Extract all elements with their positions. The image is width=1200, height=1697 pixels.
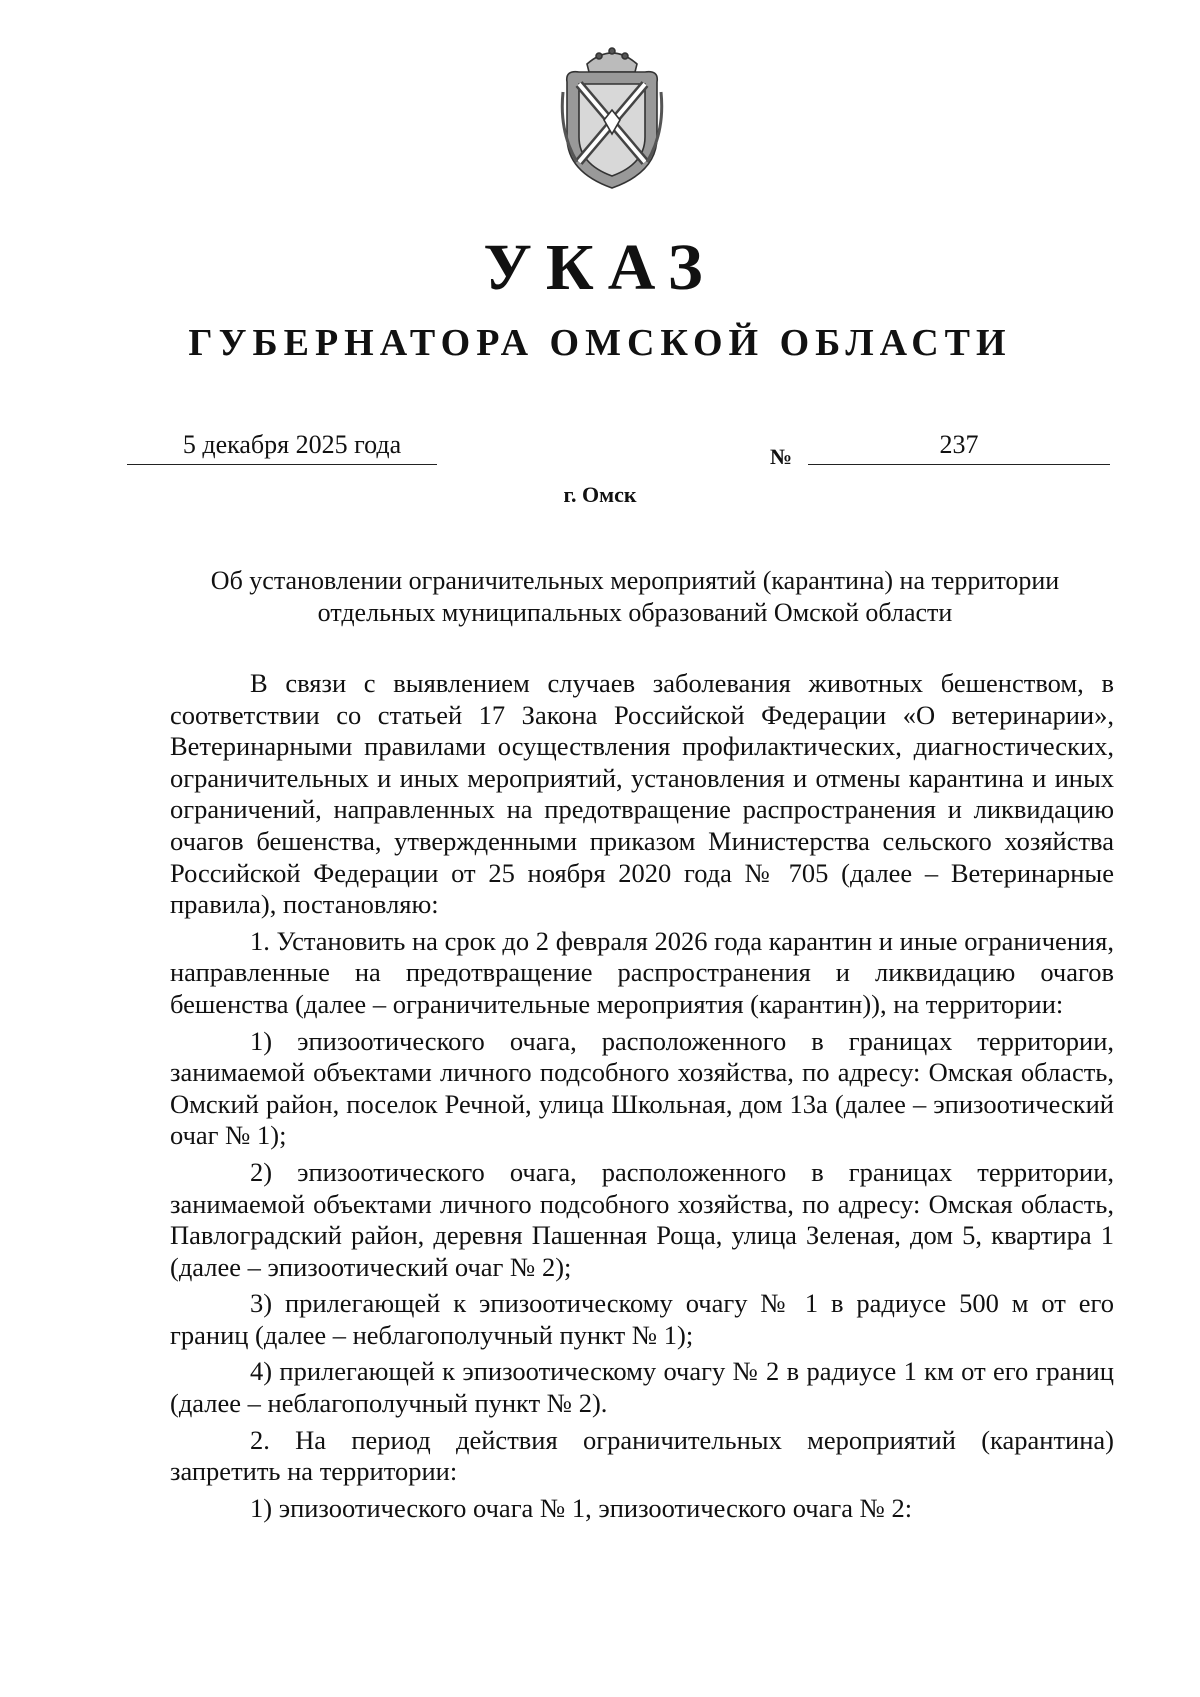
- document-subtitle: ГУБЕРНАТОРА ОМСКОЙ ОБЛАСТИ: [188, 322, 1012, 364]
- paragraph-1-item-3: 3) прилегающей к эпизоотическому очагу № 1 в радиусе 500 м от его границ (далее – неблагополучный пункт № 1);: [170, 1288, 1114, 1350]
- decree-subject: [170, 565, 1100, 629]
- decree-number: 237: [808, 430, 1110, 465]
- document-title: УКАЗ: [483, 231, 717, 304]
- paragraph-1-item-1: 1) эпизоотического очага, расположенного в границах территории, занимаемой объектами личного подсобного хозяйства, по адресу: Омская область, Омский район, поселок Речной, улица Школьная, дом 13а (далее – эпизоотический очаг № 1);: [170, 1025, 1114, 1151]
- decree-number-label: №: [770, 444, 793, 469]
- paragraph-2: 2. На период действия ограничительных мероприятий (карантина) запретить на территории:: [170, 1424, 1114, 1487]
- paragraph-1-item-4: 4) прилегающей к эпизоотическому очагу № 2 в радиусе 1 км от его границ (далее – неблагополучный пункт № 2).: [170, 1356, 1114, 1419]
- paragraph-1-item-2: 2) эпизоотического очага, расположенного в границах территории, занимаемой объектами личного подсобного хозяйства, по адресу: Омская область, Павлоградский район, деревня Пашенная Роща, улица Зеленая, дом 5, квартира 1 (далее – эпизоотический очаг № 2);: [170, 1156, 1114, 1282]
- decree-city: г. Омск: [563, 482, 637, 507]
- decree-body: [170, 668, 1114, 1524]
- paragraph-2-item-1: 1) эпизоотического очага № 1, эпизоотического очага № 2:: [250, 1492, 913, 1523]
- decree-date: 5 декабря 2025 года: [127, 430, 437, 465]
- subject-line-2: отдельных муниципальных образований Омской области: [317, 598, 953, 627]
- subject-line-1: Об установлении ограничительных мероприятий (карантина) на территории: [210, 566, 1060, 595]
- paragraph-1: 1. Установить на срок до 2 февраля 2026 года карантин и иные ограничения, направленные на предотвращение распространения и ликвидацию очагов бешенства (далее – ограничительные мероприятия (карантин)), на территории:: [170, 925, 1114, 1019]
- coat-of-arms-emblem: [557, 42, 667, 192]
- preamble-paragraph: В связи с выявлением случаев заболевания животных бешенством, в соответствии со статьей 17 Закона Российской Федерации «О ветеринарии», Ветеринарными правилами осуществления профилактических, диагностических, ограничительных и иных мероприятий, установления и отмены карантина и иных ограничений, направленных на предотвращение распространения и ликвидацию очагов бешенства, утвержденными приказом Министерства сельского хозяйства Российской Федерации от 25 ноября 2020 года № 705 (далее – Ветеринарные правила), постановляю:: [170, 668, 1114, 920]
